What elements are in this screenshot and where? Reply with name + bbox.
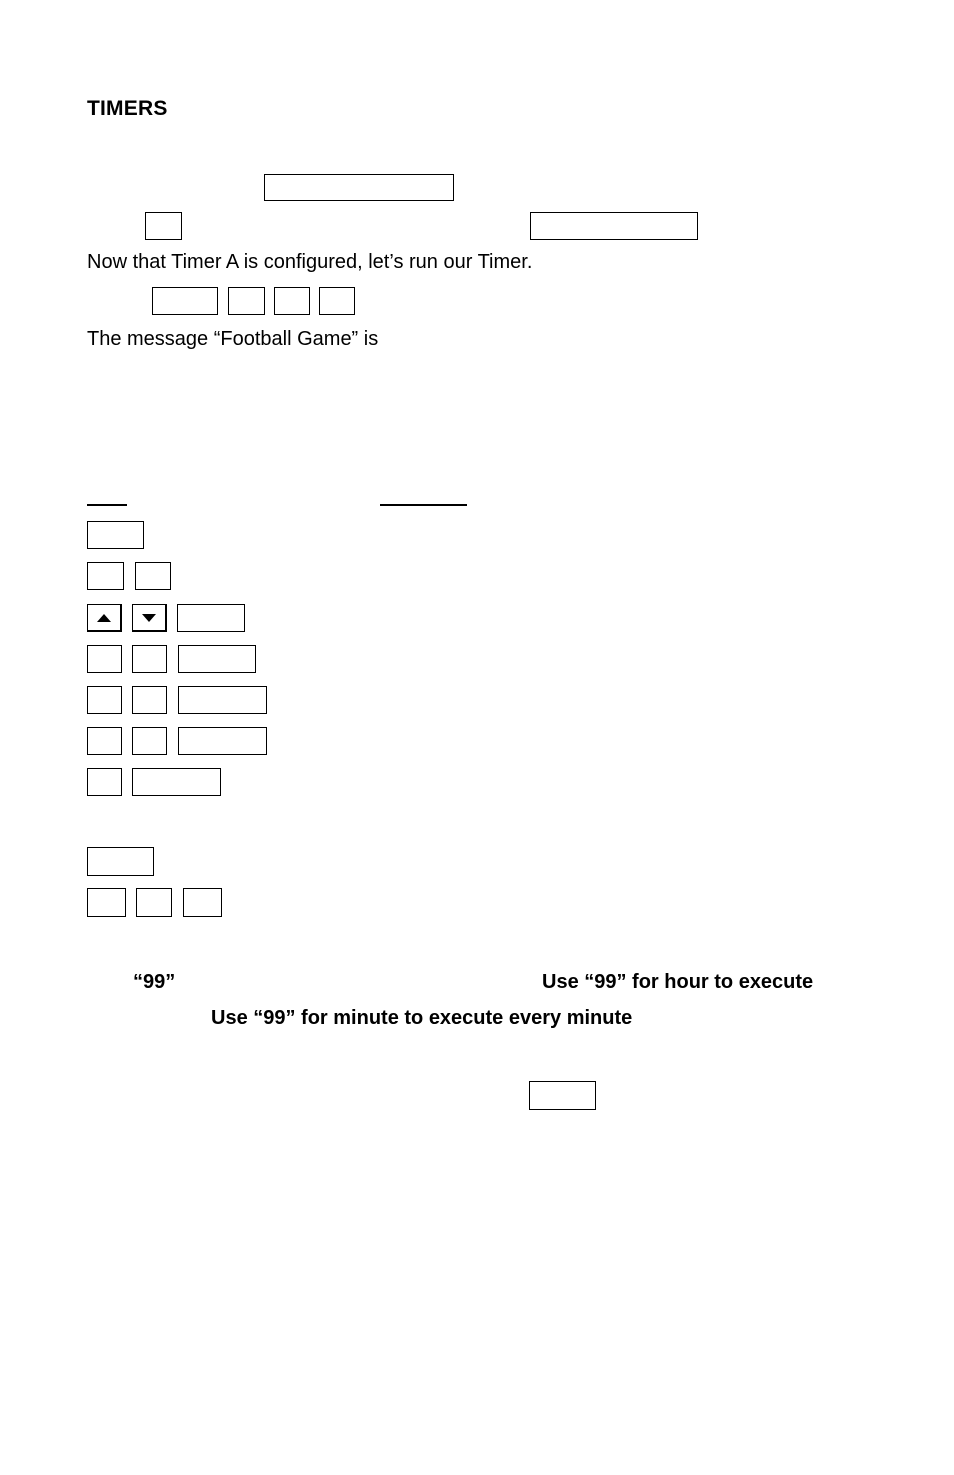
down-arrow-key (132, 604, 167, 632)
key-box (228, 287, 265, 315)
key-box (183, 888, 222, 917)
key-box (87, 888, 126, 917)
note-hour: Use “99” for hour to execute (542, 971, 814, 993)
key-box (274, 287, 310, 315)
up-arrow-icon (97, 614, 111, 622)
key-box (135, 562, 171, 590)
key-box (87, 521, 144, 549)
key-box (87, 768, 122, 796)
column-header-rule (380, 504, 467, 506)
key-box (319, 287, 355, 315)
key-box (87, 562, 124, 590)
key-box (87, 645, 122, 673)
key-box (529, 1081, 596, 1110)
key-box (132, 768, 221, 796)
paragraph-message: The message “Football Game” is (87, 328, 379, 350)
key-box (87, 847, 154, 876)
key-box (177, 604, 245, 632)
page-title: TIMERS (87, 97, 168, 120)
column-header-rule (87, 504, 127, 506)
note-ninety-nine: “99” (133, 971, 176, 993)
key-box (178, 727, 267, 755)
note-minute: Use “99” for minute to execute every minute (211, 1007, 633, 1029)
key-box (152, 287, 218, 315)
key-box (178, 645, 256, 673)
key-box (178, 686, 267, 714)
down-arrow-icon (142, 614, 156, 622)
key-box (87, 686, 122, 714)
key-box (264, 174, 454, 201)
key-box (136, 888, 172, 917)
up-arrow-key (87, 604, 122, 632)
key-box (132, 686, 167, 714)
key-box (132, 645, 167, 673)
key-box (145, 212, 182, 240)
key-box (530, 212, 698, 240)
paragraph-run-timer: Now that Timer A is configured, let’s run our Timer. (87, 251, 533, 273)
key-box (87, 727, 122, 755)
key-box (132, 727, 167, 755)
